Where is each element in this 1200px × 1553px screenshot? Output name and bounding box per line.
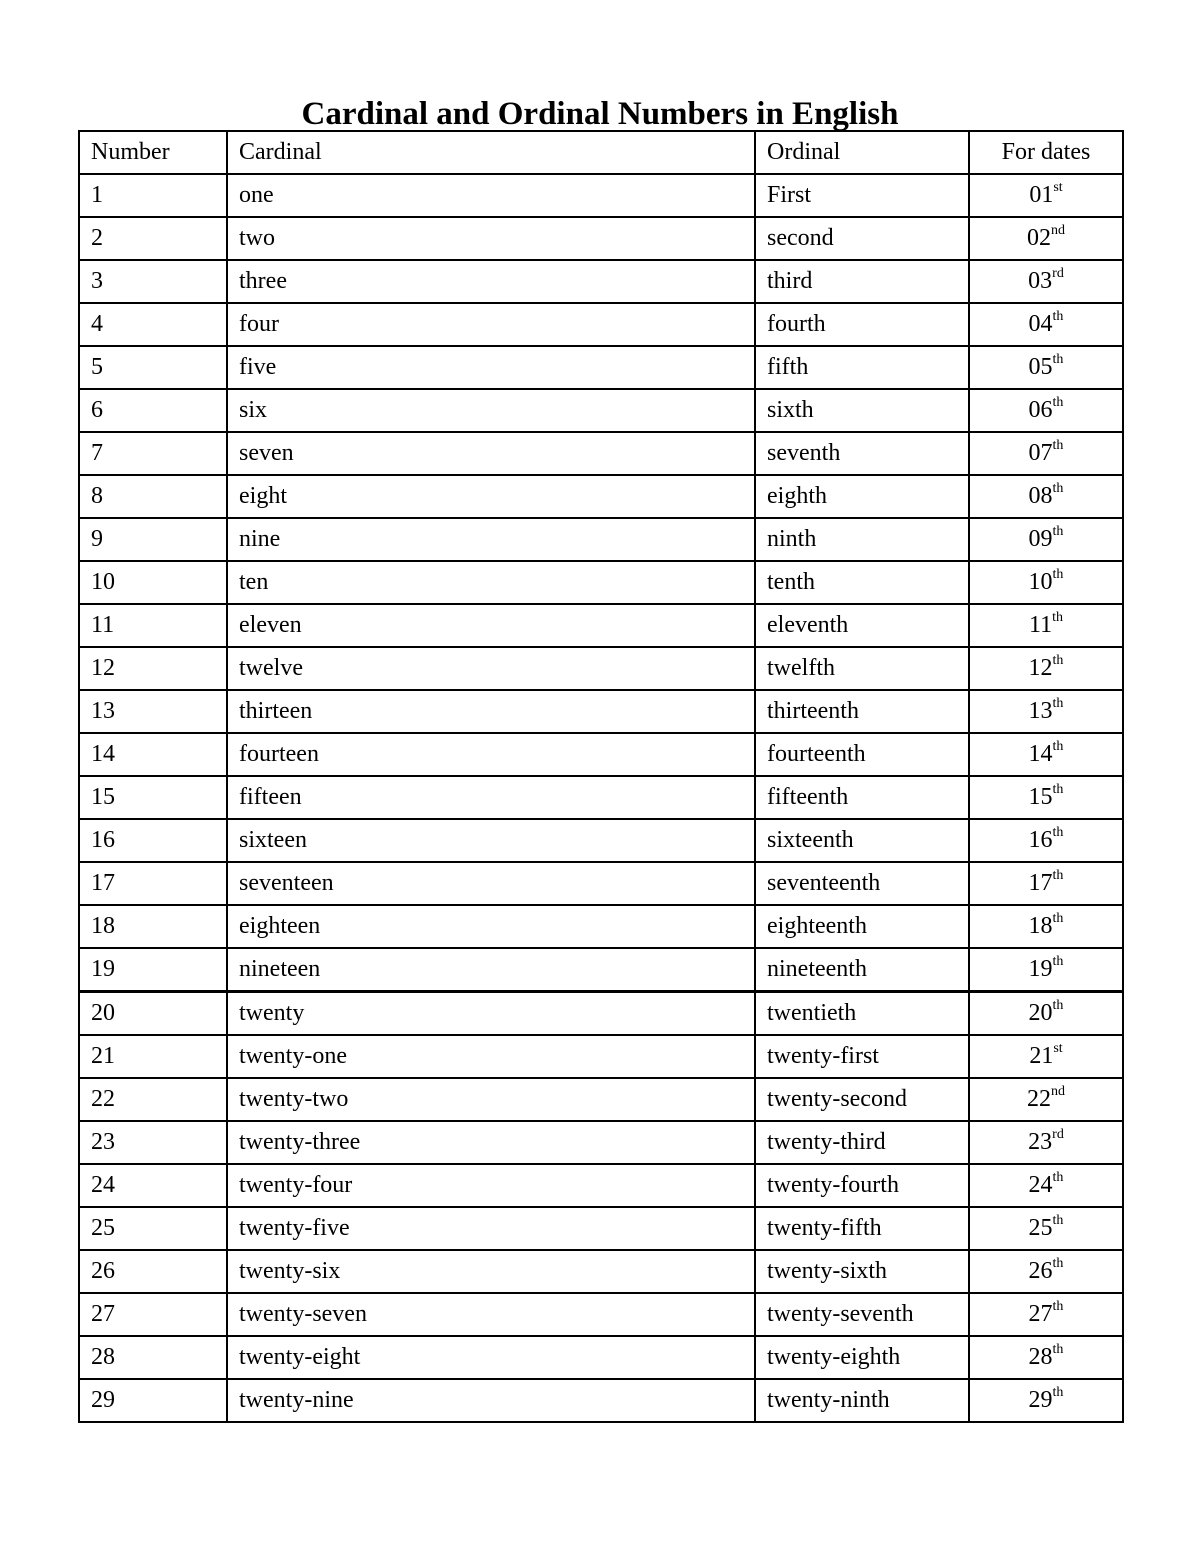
table-row bbox=[79, 1336, 1123, 1379]
date-cell bbox=[969, 475, 1123, 518]
date-suffix: th bbox=[1052, 1342, 1064, 1357]
date-value: 21 bbox=[1029, 1043, 1054, 1069]
numbers-table bbox=[78, 130, 1124, 1423]
ordinal-cell: eighteenth bbox=[755, 905, 969, 948]
date-suffix: th bbox=[1052, 610, 1063, 625]
date-value: 14 bbox=[1028, 741, 1053, 767]
date-cell bbox=[969, 733, 1123, 776]
header-for-dates: For dates bbox=[969, 131, 1123, 174]
number-cell: 10 bbox=[79, 561, 227, 604]
date-suffix: rd bbox=[1052, 1127, 1064, 1142]
number-cell: 18 bbox=[79, 905, 227, 948]
cardinal-cell: eleven bbox=[227, 604, 755, 647]
date-suffix: th bbox=[1052, 1256, 1064, 1271]
date-value: 06 bbox=[1028, 397, 1053, 423]
ordinal-cell: seventeenth bbox=[755, 862, 969, 905]
cardinal-cell: twenty-five bbox=[227, 1207, 755, 1250]
number-cell: 16 bbox=[79, 819, 227, 862]
number-cell: 23 bbox=[79, 1121, 227, 1164]
number-cell: 11 bbox=[79, 604, 227, 647]
number-cell: 1 bbox=[79, 174, 227, 217]
date-value: 02 bbox=[1027, 225, 1051, 251]
ordinal-cell: fourteenth bbox=[755, 733, 969, 776]
number-cell: 26 bbox=[79, 1250, 227, 1293]
cardinal-cell: four bbox=[227, 303, 755, 346]
ordinal-cell: nineteenth bbox=[755, 948, 969, 992]
table-row bbox=[79, 1121, 1123, 1164]
table-row bbox=[79, 862, 1123, 905]
date-cell bbox=[969, 518, 1123, 561]
table-row bbox=[79, 518, 1123, 561]
ordinal-cell: twenty-ninth bbox=[755, 1379, 969, 1422]
table-row bbox=[79, 776, 1123, 819]
date-cell bbox=[969, 776, 1123, 819]
ordinal-cell: twenty-third bbox=[755, 1121, 969, 1164]
table-row bbox=[79, 475, 1123, 518]
cardinal-cell: twenty-nine bbox=[227, 1379, 755, 1422]
table-row bbox=[79, 303, 1123, 346]
number-cell: 9 bbox=[79, 518, 227, 561]
header-cardinal: Cardinal bbox=[227, 131, 755, 174]
date-suffix: th bbox=[1052, 868, 1064, 883]
date-value: 29 bbox=[1028, 1387, 1053, 1413]
ordinal-cell: twentieth bbox=[755, 992, 969, 1036]
date-cell bbox=[969, 174, 1123, 217]
cardinal-cell: sixteen bbox=[227, 819, 755, 862]
table-row bbox=[79, 1207, 1123, 1250]
date-value: 17 bbox=[1028, 870, 1053, 896]
ordinal-cell: fourth bbox=[755, 303, 969, 346]
table-row bbox=[79, 690, 1123, 733]
date-value: 27 bbox=[1028, 1301, 1053, 1327]
number-cell: 2 bbox=[79, 217, 227, 260]
date-cell bbox=[969, 1336, 1123, 1379]
ordinal-cell: twenty-eighth bbox=[755, 1336, 969, 1379]
date-suffix: th bbox=[1052, 653, 1064, 668]
cardinal-cell: twenty-six bbox=[227, 1250, 755, 1293]
cardinal-cell: twenty bbox=[227, 992, 755, 1036]
header-ordinal: Ordinal bbox=[755, 131, 969, 174]
date-cell bbox=[969, 1207, 1123, 1250]
table-row bbox=[79, 948, 1123, 992]
date-suffix: rd bbox=[1052, 266, 1064, 281]
date-suffix: th bbox=[1052, 481, 1064, 496]
number-cell: 21 bbox=[79, 1035, 227, 1078]
number-cell: 6 bbox=[79, 389, 227, 432]
table-row bbox=[79, 1164, 1123, 1207]
cardinal-cell: twenty-two bbox=[227, 1078, 755, 1121]
date-suffix: th bbox=[1052, 825, 1064, 840]
date-value: 15 bbox=[1028, 784, 1053, 810]
date-suffix: th bbox=[1052, 438, 1064, 453]
cardinal-cell: twelve bbox=[227, 647, 755, 690]
cardinal-cell: nine bbox=[227, 518, 755, 561]
table-row bbox=[79, 1035, 1123, 1078]
cardinal-cell: twenty-three bbox=[227, 1121, 755, 1164]
number-cell: 29 bbox=[79, 1379, 227, 1422]
cardinal-cell: three bbox=[227, 260, 755, 303]
date-value: 20 bbox=[1028, 1000, 1053, 1026]
ordinal-cell: twenty-second bbox=[755, 1078, 969, 1121]
table-row bbox=[79, 1250, 1123, 1293]
date-suffix: th bbox=[1052, 739, 1064, 754]
cardinal-cell: eight bbox=[227, 475, 755, 518]
ordinal-cell: twenty-first bbox=[755, 1035, 969, 1078]
table-row bbox=[79, 389, 1123, 432]
header-number: Number bbox=[79, 131, 227, 174]
table-row bbox=[79, 217, 1123, 260]
date-value: 08 bbox=[1028, 483, 1053, 509]
number-cell: 22 bbox=[79, 1078, 227, 1121]
date-cell bbox=[969, 690, 1123, 733]
date-suffix: th bbox=[1052, 524, 1064, 539]
number-cell: 25 bbox=[79, 1207, 227, 1250]
number-cell: 17 bbox=[79, 862, 227, 905]
table-row bbox=[79, 647, 1123, 690]
ordinal-cell: thirteenth bbox=[755, 690, 969, 733]
ordinal-cell: third bbox=[755, 260, 969, 303]
date-value: 19 bbox=[1028, 956, 1053, 982]
cardinal-cell: fourteen bbox=[227, 733, 755, 776]
date-value: 10 bbox=[1028, 569, 1053, 595]
table-row bbox=[79, 1379, 1123, 1422]
number-cell: 14 bbox=[79, 733, 227, 776]
date-value: 01 bbox=[1029, 182, 1054, 208]
date-cell bbox=[969, 260, 1123, 303]
number-cell: 27 bbox=[79, 1293, 227, 1336]
cardinal-cell: seven bbox=[227, 432, 755, 475]
table-row bbox=[79, 733, 1123, 776]
date-cell bbox=[969, 561, 1123, 604]
date-value: 12 bbox=[1028, 655, 1053, 681]
date-suffix: st bbox=[1053, 1041, 1063, 1056]
cardinal-cell: seventeen bbox=[227, 862, 755, 905]
date-suffix: th bbox=[1052, 1299, 1064, 1314]
date-value: 24 bbox=[1028, 1172, 1053, 1198]
date-suffix: nd bbox=[1051, 223, 1065, 238]
date-value: 23 bbox=[1028, 1129, 1053, 1155]
number-cell: 13 bbox=[79, 690, 227, 733]
date-cell bbox=[969, 1121, 1123, 1164]
header-row bbox=[79, 131, 1123, 174]
date-cell bbox=[969, 905, 1123, 948]
ordinal-cell: tenth bbox=[755, 561, 969, 604]
cardinal-cell: two bbox=[227, 217, 755, 260]
date-suffix: th bbox=[1052, 954, 1064, 969]
date-value: 09 bbox=[1028, 526, 1053, 552]
page-title: Cardinal and Ordinal Numbers in English bbox=[301, 96, 899, 133]
date-cell bbox=[969, 1035, 1123, 1078]
ordinal-cell: eleventh bbox=[755, 604, 969, 647]
date-suffix: th bbox=[1052, 309, 1064, 324]
number-cell: 8 bbox=[79, 475, 227, 518]
table-row bbox=[79, 260, 1123, 303]
ordinal-cell: twenty-fourth bbox=[755, 1164, 969, 1207]
date-value: 28 bbox=[1028, 1344, 1053, 1370]
date-cell bbox=[969, 604, 1123, 647]
cardinal-cell: five bbox=[227, 346, 755, 389]
cardinal-cell: ten bbox=[227, 561, 755, 604]
ordinal-cell: twenty-fifth bbox=[755, 1207, 969, 1250]
table-row bbox=[79, 992, 1123, 1036]
date-cell bbox=[969, 1078, 1123, 1121]
number-cell: 4 bbox=[79, 303, 227, 346]
cardinal-cell: six bbox=[227, 389, 755, 432]
ordinal-cell: fifth bbox=[755, 346, 969, 389]
number-cell: 15 bbox=[79, 776, 227, 819]
date-cell bbox=[969, 862, 1123, 905]
date-value: 16 bbox=[1028, 827, 1053, 853]
date-cell bbox=[969, 992, 1123, 1036]
ordinal-cell: twenty-sixth bbox=[755, 1250, 969, 1293]
table-row bbox=[79, 604, 1123, 647]
date-cell bbox=[969, 1379, 1123, 1422]
date-cell bbox=[969, 432, 1123, 475]
date-suffix: th bbox=[1052, 782, 1064, 797]
ordinal-cell: ninth bbox=[755, 518, 969, 561]
date-suffix: th bbox=[1052, 1170, 1064, 1185]
date-value: 04 bbox=[1028, 311, 1053, 337]
cardinal-cell: fifteen bbox=[227, 776, 755, 819]
date-cell bbox=[969, 819, 1123, 862]
date-cell bbox=[969, 647, 1123, 690]
number-cell: 24 bbox=[79, 1164, 227, 1207]
ordinal-cell: sixth bbox=[755, 389, 969, 432]
table-row bbox=[79, 819, 1123, 862]
number-cell: 28 bbox=[79, 1336, 227, 1379]
date-suffix: th bbox=[1052, 1213, 1064, 1228]
date-value: 13 bbox=[1028, 698, 1053, 724]
cardinal-cell: twenty-seven bbox=[227, 1293, 755, 1336]
date-suffix: th bbox=[1052, 395, 1064, 410]
date-value: 25 bbox=[1028, 1215, 1053, 1241]
date-cell bbox=[969, 1250, 1123, 1293]
table-row bbox=[79, 174, 1123, 217]
date-cell bbox=[969, 303, 1123, 346]
ordinal-cell: First bbox=[755, 174, 969, 217]
ordinal-cell: twenty-seventh bbox=[755, 1293, 969, 1336]
date-value: 22 bbox=[1027, 1086, 1051, 1112]
number-cell: 7 bbox=[79, 432, 227, 475]
number-cell: 3 bbox=[79, 260, 227, 303]
date-value: 26 bbox=[1028, 1258, 1053, 1284]
date-suffix: th bbox=[1052, 567, 1064, 582]
number-cell: 19 bbox=[79, 948, 227, 992]
table-row bbox=[79, 1293, 1123, 1336]
number-cell: 5 bbox=[79, 346, 227, 389]
ordinal-cell: second bbox=[755, 217, 969, 260]
date-cell bbox=[969, 948, 1123, 992]
ordinal-cell: twelfth bbox=[755, 647, 969, 690]
date-suffix: th bbox=[1052, 1385, 1064, 1400]
cardinal-cell: thirteen bbox=[227, 690, 755, 733]
cardinal-cell: one bbox=[227, 174, 755, 217]
number-cell: 20 bbox=[79, 992, 227, 1036]
date-cell bbox=[969, 389, 1123, 432]
table-row bbox=[79, 346, 1123, 389]
date-suffix: st bbox=[1053, 180, 1063, 195]
table-row bbox=[79, 432, 1123, 475]
date-suffix: th bbox=[1052, 352, 1064, 367]
date-cell bbox=[969, 1293, 1123, 1336]
ordinal-cell: eighth bbox=[755, 475, 969, 518]
table-row bbox=[79, 1078, 1123, 1121]
cardinal-cell: twenty-four bbox=[227, 1164, 755, 1207]
date-value: 03 bbox=[1028, 268, 1053, 294]
date-cell bbox=[969, 217, 1123, 260]
date-value: 11 bbox=[1029, 612, 1053, 638]
date-suffix: nd bbox=[1051, 1084, 1065, 1099]
cardinal-cell: eighteen bbox=[227, 905, 755, 948]
date-value: 07 bbox=[1028, 440, 1053, 466]
date-cell bbox=[969, 346, 1123, 389]
date-suffix: th bbox=[1052, 696, 1064, 711]
ordinal-cell: fifteenth bbox=[755, 776, 969, 819]
cardinal-cell: twenty-eight bbox=[227, 1336, 755, 1379]
ordinal-cell: seventh bbox=[755, 432, 969, 475]
date-cell bbox=[969, 1164, 1123, 1207]
table-body bbox=[79, 174, 1123, 1422]
table-row bbox=[79, 905, 1123, 948]
cardinal-cell: nineteen bbox=[227, 948, 755, 992]
ordinal-cell: sixteenth bbox=[755, 819, 969, 862]
number-cell: 12 bbox=[79, 647, 227, 690]
cardinal-cell: twenty-one bbox=[227, 1035, 755, 1078]
date-suffix: th bbox=[1052, 911, 1064, 926]
table-row bbox=[79, 561, 1123, 604]
date-value: 18 bbox=[1028, 913, 1053, 939]
date-value: 05 bbox=[1028, 354, 1053, 380]
date-suffix: th bbox=[1052, 998, 1064, 1013]
